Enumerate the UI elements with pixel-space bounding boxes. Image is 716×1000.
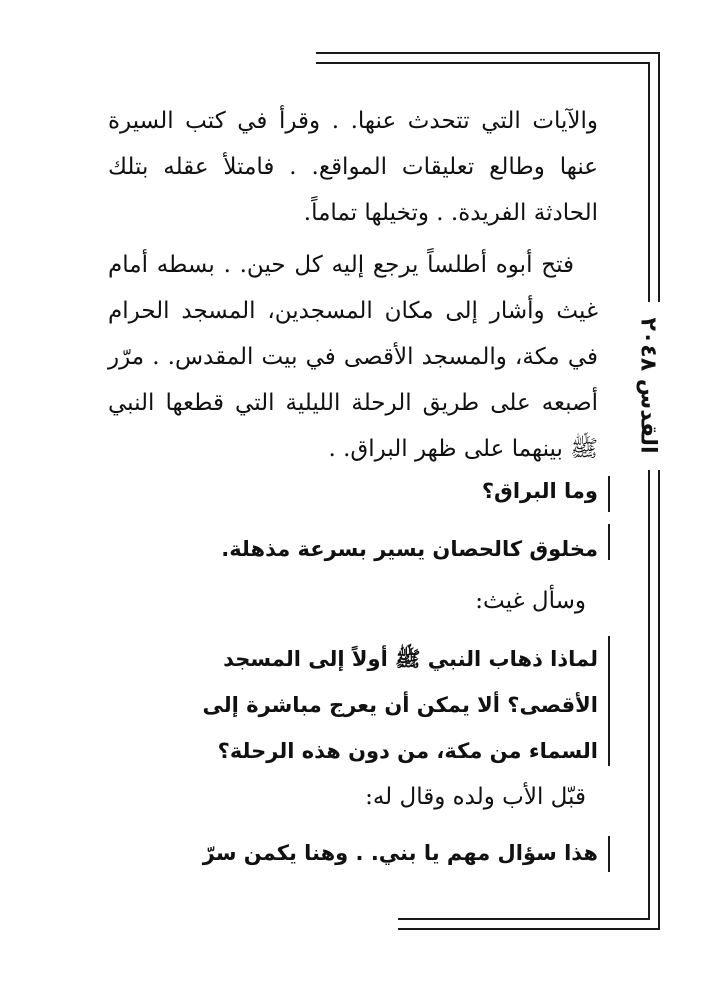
frame-bottom-inner xyxy=(398,918,650,920)
frame-top-inner xyxy=(316,62,650,64)
paragraph-1: والآيات التي تتحدث عنها. . وقرأ في كتب السيرة عنها وطالع تعليقات المواقع. . فامتلأ عقله بتلك الحادثة الفريدة. . وتخيلها تماماً. xyxy=(108,108,598,226)
frame-right-lower-outer xyxy=(658,470,660,930)
dialog-block-1 xyxy=(108,468,598,572)
dialog-bar xyxy=(608,476,610,512)
frame-right-inner xyxy=(648,62,650,302)
dialog-line: مخلوق كالحصان يسير بسرعة مذهلة. xyxy=(221,537,598,561)
dialog-bar xyxy=(608,636,610,766)
running-title-text: القدس ٢٠٤٨ xyxy=(635,316,661,454)
dialog-block-3 xyxy=(108,830,598,876)
dialog-line: هذا سؤال مهم يا بني. . وهنا يكمن سرّ xyxy=(202,841,598,865)
running-title xyxy=(628,300,668,470)
frame-top-outer xyxy=(316,52,660,54)
narration-2: قبّل الأب ولده وقال له: xyxy=(365,784,586,810)
dialog-line: الأقصى؟ ألا يمكن أن يعرج مباشرة إلى xyxy=(202,693,598,717)
frame-bottom-outer xyxy=(398,928,660,930)
dialog-bar xyxy=(608,524,610,560)
dialog-line: وما البراق؟ xyxy=(481,479,598,503)
paragraph-2: فتح أبوه أطلساً يرجع إليه كل حين. . بسطه أمام غيث وأشار إلى مكان المسجدين، المسجد الحرام في مكة، والمسجد الأقصى في بيت المقدس. . مرّر أصبعه على طريق الرحلة الليلية التي قطعها النبي ﷺ بينهما على ظهر البراق. . xyxy=(108,252,598,462)
dialog-line: لماذا ذهاب النبي ﷺ أولاً إلى المسجد xyxy=(223,647,598,671)
dialog-block-2 xyxy=(108,636,598,774)
dialog-line: السماء من مكة، من دون هذه الرحلة؟ xyxy=(217,739,598,763)
narration-1: وسأل غيث: xyxy=(475,588,586,614)
dialog-bar xyxy=(608,836,610,872)
frame-right-lower-inner xyxy=(648,470,650,920)
frame-right-outer xyxy=(658,52,660,302)
